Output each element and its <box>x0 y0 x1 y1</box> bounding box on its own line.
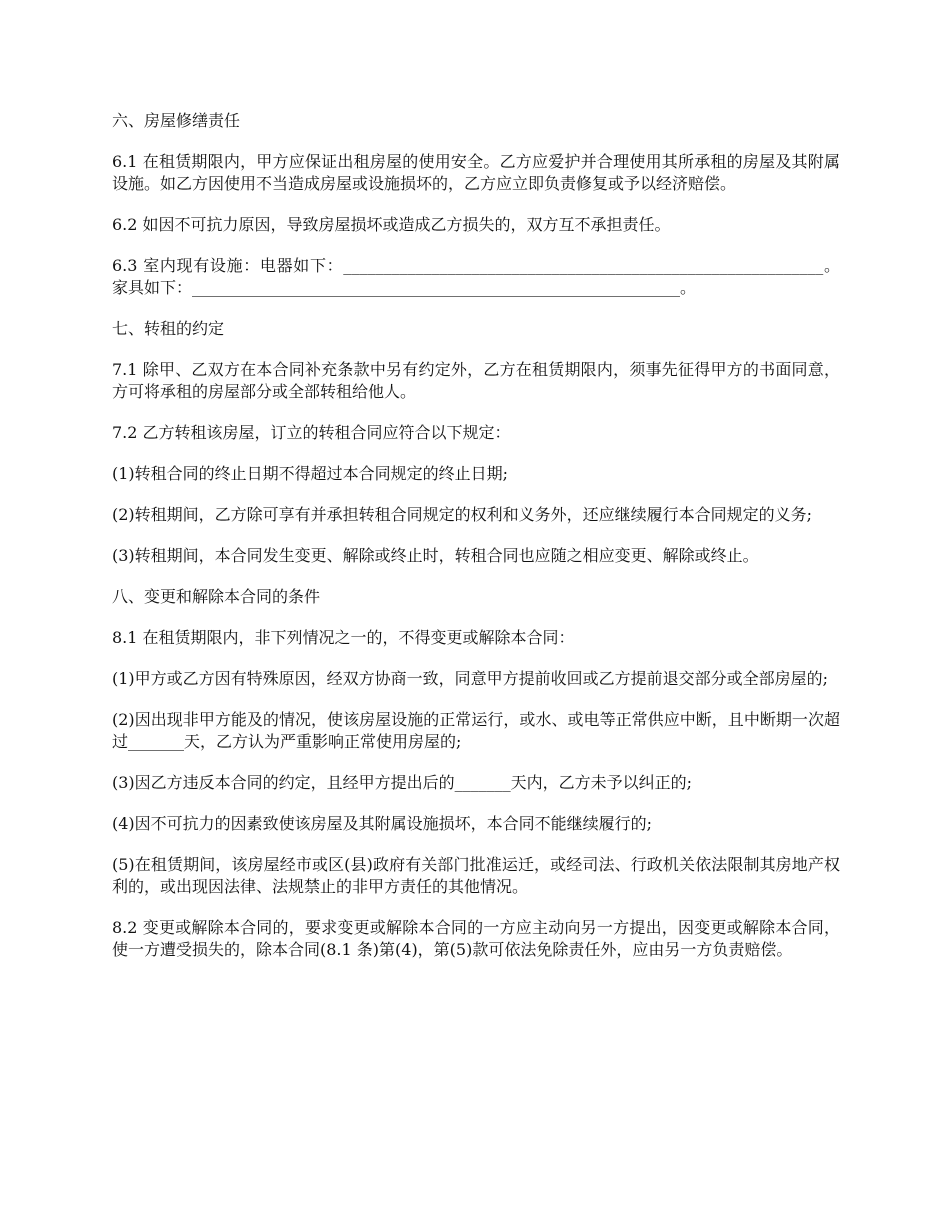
document-page <box>112 110 840 980</box>
clause-6-2: 6.2 如因不可抗力原因，导致房屋损坏或造成乙方损失的，双方互不承担责任。 <box>112 215 671 234</box>
clause-7-2: 7.2 乙方转租该房屋，订立的转租合同应符合以下规定： <box>112 423 511 442</box>
clause-8-1-item-5: (5)在租赁期间，该房屋经市或区(县)政府有关部门批准运迁，或经司法、行政机关依法限制其房地产权利的，或出现因法律、法规禁止的非甲方责任的其他情况。 <box>112 855 840 896</box>
clause-6-1: 6.1 在租赁期限内，甲方应保证出租房屋的使用安全。乙方应爱护并合理使用其所承租的房屋及其附属设施。如乙方因使用不当造成房屋或设施损坏的，乙方应立即负责修复或予以经济赔偿。 <box>112 152 840 193</box>
clause-8-1-item-1: (1)甲方或乙方因有特殊原因，经双方协商一致，同意甲方提前收回或乙方提前退交部分或全部房屋的; <box>112 669 829 688</box>
clause-8-1: 8.1 在租赁期限内，非下列情况之一的，不得变更或解除本合同： <box>112 628 575 647</box>
section-heading-termination: 八、变更和解除本合同的条件 <box>112 587 321 606</box>
section-heading-sublease: 七、转租的约定 <box>112 319 225 338</box>
clause-8-1-item-2: (2)因出现非甲方能及的情况，使该房屋设施的正常运行，或水、或电等正常供应中断，且中断期一次超过_______天，乙方认为严重影响正常使用房屋的; <box>112 710 840 751</box>
clause-8-2: 8.2 变更或解除本合同的，要求变更或解除本合同的一方应主动向另一方提出，因变更或解除本合同，使一方遭受损失的，除本合同(8.1 条)第(4)，第(5)款可依法免除责任外，应由另一方负责赔偿。 <box>112 918 840 959</box>
clause-8-1-item-4: (4)因不可抗力的因素致使该房屋及其附属设施损坏，本合同不能继续履行的; <box>112 814 653 833</box>
clause-7-2-item-1: (1)转租合同的终止日期不得超过本合同规定的终止日期; <box>112 464 509 483</box>
clause-7-2-item-3: (3)转租期间，本合同发生变更、解除或终止时，转租合同也应随之相应变更、解除或终止。 <box>112 546 759 565</box>
section-heading-repair: 六、房屋修缮责任 <box>112 111 241 130</box>
clause-7-2-item-2: (2)转租期间，乙方除可享有并承担转租合同规定的权利和义务外，还应继续履行本合同规定的义务; <box>112 505 813 524</box>
clause-7-1: 7.1 除甲、乙双方在本合同补充条款中另有约定外，乙方在租赁期限内，须事先征得甲方的书面同意，方可将承租的房屋部分或全部转租给他人。 <box>112 360 840 401</box>
clause-8-1-item-3: (3)因乙方违反本合同的约定，且经甲方提出后的_______天内，乙方未予以纠正的; <box>112 773 693 792</box>
clause-6-3: 6.3 室内现有设施：电器如下：____________________________________________________________。家具如下：_____________________________________________________________。 <box>112 256 840 297</box>
